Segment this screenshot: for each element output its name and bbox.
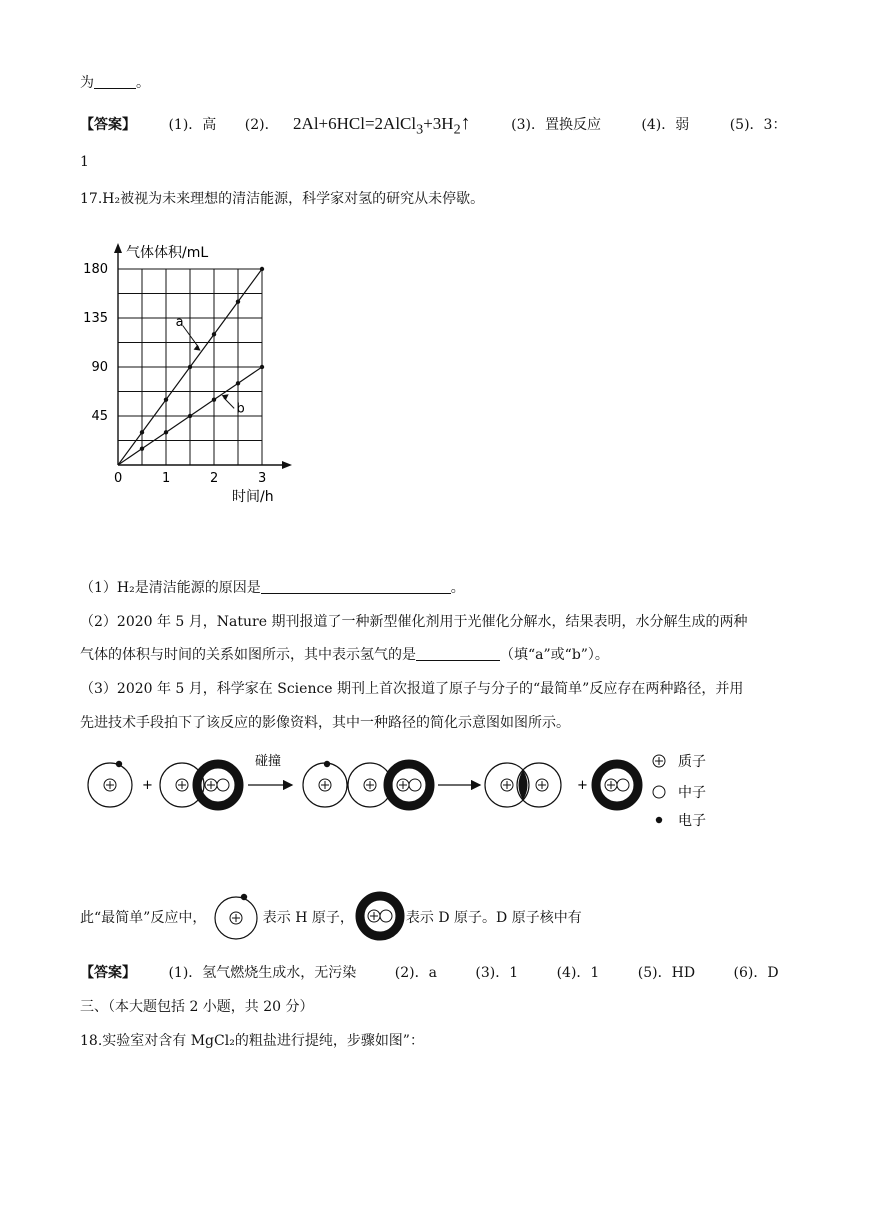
answer17-row	[80, 962, 779, 982]
answer16-item-5: (5)．3：	[729, 117, 787, 133]
data-point-b	[140, 446, 144, 450]
prev-question-prefix: 为	[80, 75, 94, 91]
formula-part-2: +3H	[423, 114, 454, 133]
x-axis-arrow-icon	[282, 461, 292, 469]
y-tick-label: 90	[91, 360, 108, 375]
d-atom-icon	[354, 890, 406, 942]
data-point-b	[260, 365, 264, 369]
answer17-item-4: (4)．1	[556, 965, 600, 981]
answer17-item-3: (3)．1	[475, 965, 519, 981]
answer17-item-2: (2)．a	[394, 965, 437, 981]
proton-icon	[653, 755, 665, 767]
data-point-b	[236, 381, 240, 385]
hd-molecule	[160, 763, 239, 807]
answer16-item-1: (1)．高	[168, 117, 217, 133]
q18-stem: 18.实验室对含有 MgCl₂的粗盐进行提纯，步骤如图”：	[80, 1033, 424, 1049]
collide-label: 碰撞	[255, 754, 282, 769]
data-point-b	[164, 430, 168, 434]
neutron-icon	[653, 786, 665, 798]
y-axis-label: 气体体积/mL	[126, 245, 209, 261]
x-tick-label: 1	[162, 471, 171, 486]
answer16-item-2: (2)．	[244, 117, 279, 133]
q17-sub2-text: 气体的体积与时间的关系如图所示，其中表示氢气的是	[80, 647, 416, 663]
q17-sub2-line1: （2）2020 年 5 月，Nature 期刊报道了一种新型催化剂用于光催化分解水，结果表明，水分解生成的两种	[80, 614, 748, 630]
x-axis-label: 时间/h	[232, 489, 274, 505]
data-point-a	[236, 299, 240, 303]
data-point-b	[188, 414, 192, 418]
q17-sub1-end: 。	[450, 580, 465, 596]
prev-question-tail	[80, 72, 150, 92]
q17-sub2-end: （填“a”或“b”）。	[500, 647, 609, 663]
q17-sub2-line2	[80, 644, 609, 664]
q17-desc	[80, 908, 582, 928]
legend-electron-label: 电子	[678, 813, 706, 829]
series-a-label: a	[175, 315, 184, 330]
answer17-label: 【答案】	[80, 965, 136, 981]
formula-part-1: 2Al+6HCl=2AlCl	[293, 114, 417, 133]
formula-sub-2: 2	[453, 121, 461, 138]
chart-ticks	[83, 262, 266, 486]
answer17-item-1: (1)．氢气燃烧生成水，无污染	[168, 965, 357, 981]
h-atom	[88, 761, 132, 807]
x-tick-label: 3	[258, 471, 267, 486]
reaction-diagram	[80, 745, 760, 845]
data-point-a	[260, 267, 264, 271]
h2-molecule	[485, 763, 561, 807]
data-point-a	[212, 332, 216, 336]
plus-sign-2: +	[577, 778, 588, 793]
q17-desc-b: 表示 H 原子，	[262, 910, 354, 926]
answer16-formula	[293, 112, 471, 138]
answer16-label: 【答案】	[80, 117, 136, 133]
chart-series	[118, 267, 264, 465]
q17-sub1-text: （1）H₂是清洁能源的原因是	[80, 580, 261, 596]
series-b-arrow-icon	[222, 394, 229, 400]
formula-sub-1: 3	[416, 121, 424, 138]
series-a-pointer	[183, 326, 199, 348]
y-tick-label: 180	[83, 262, 108, 277]
gas-volume-chart	[80, 225, 310, 515]
chart-axes	[114, 243, 292, 505]
q17-sub3-line1: （3）2020 年 5 月，科学家在 Science 期刊上首次报道了原子与分子的“最简单”反应存在两种路径，并用	[80, 681, 744, 697]
prev-question-suffix: 。	[136, 75, 150, 91]
h-atom-icon	[211, 890, 263, 942]
electron-icon	[656, 817, 662, 823]
q17-sub2-blank	[416, 646, 500, 661]
section-3-heading: 三、（本大题包括 2 小题，共 20 分）	[80, 999, 314, 1015]
answer16-item-3: (3)．置换反应	[511, 117, 601, 133]
x-tick-label: 0	[114, 471, 123, 486]
answer17-item-6: (6)．D	[733, 965, 779, 981]
q17-sub1	[80, 577, 465, 597]
q17-sub3-line2: 先进技术手段拍下了该反应的影像资料，其中一种路径的简化示意图如图所示。	[80, 715, 570, 731]
data-point-b	[212, 397, 216, 401]
series-b-label: b	[236, 401, 245, 417]
chart-annotations	[176, 315, 245, 417]
gas-arrow-icon: ↑	[460, 112, 471, 134]
answer16-wrap: 1	[80, 154, 89, 170]
answer16-item-4: (4)．弱	[641, 117, 690, 133]
answer17-item-5: (5)．HD	[637, 965, 696, 981]
d-atom	[596, 764, 638, 806]
data-point-a	[188, 365, 192, 369]
q17-desc-a: 此“最简单”反应中，	[80, 910, 207, 926]
x-tick-label: 2	[210, 471, 219, 486]
y-tick-label: 135	[83, 311, 108, 326]
series-a-arrow-icon	[194, 345, 201, 351]
q17-sub1-blank	[261, 579, 451, 594]
q17-stem: 17.H₂被视为未来理想的清洁能源，科学家对氢的研究从未停歇。	[80, 191, 485, 207]
legend-proton-label: 质子	[678, 754, 706, 770]
y-tick-label: 45	[91, 409, 108, 424]
data-point-a	[140, 430, 144, 434]
answer-blank	[94, 74, 136, 89]
answer16-row	[80, 112, 786, 138]
legend-neutron-label: 中子	[678, 785, 706, 801]
y-axis-arrow-icon	[114, 243, 122, 253]
plus-sign-1: +	[142, 778, 153, 793]
q17-desc-c: 表示 D 原子。D 原子核中有	[405, 910, 582, 926]
collision-intermediate	[303, 761, 430, 807]
data-point-a	[164, 397, 168, 401]
